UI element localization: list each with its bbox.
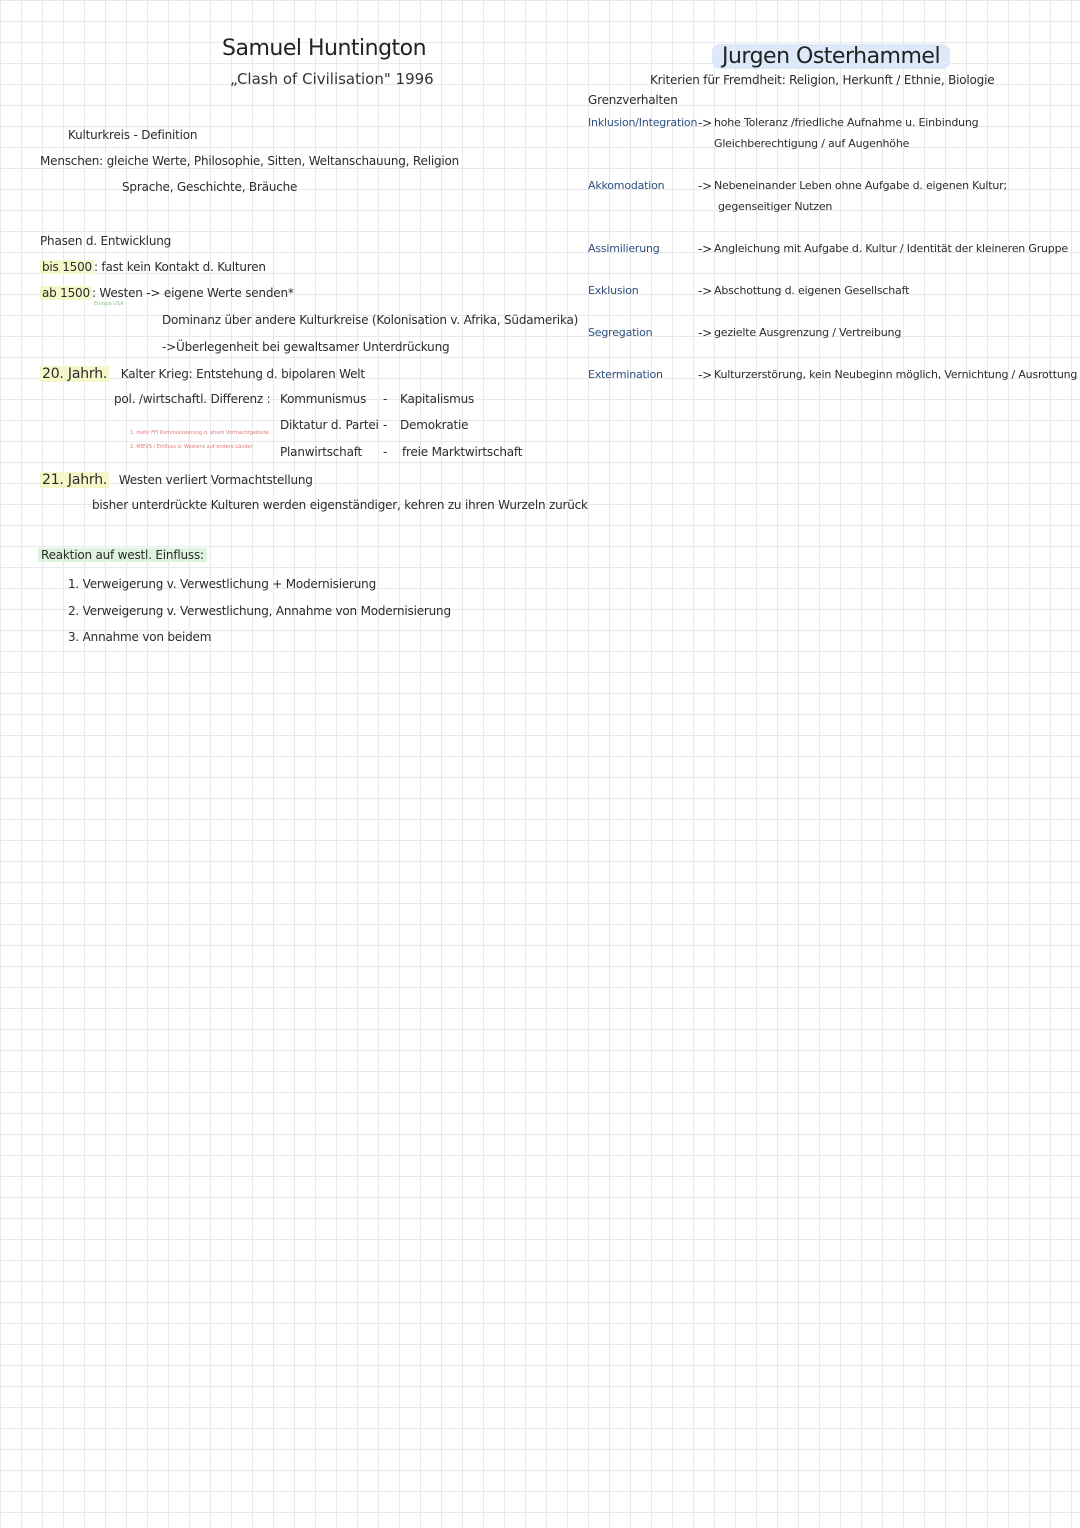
huntington-subtitle: „Clash of Civilisation" 1996 (230, 70, 434, 88)
phase-21-jh-line-2: bisher unterdrückte Kulturen werden eigenständiger, kehren zu ihren Wurzeln zurück (92, 498, 588, 512)
phase-21-jh (40, 472, 313, 488)
difference-dash-2: - (383, 445, 388, 459)
behavior-term-inklusion: Inklusion/Integration (588, 116, 698, 129)
phase-bis-1500 (40, 260, 266, 274)
behavior-desc-exklusion: Abschottung d. eigenen Gesellschaft (714, 284, 910, 297)
phase-ab-1500-text: : Westen -> eigene Werte senden* (91, 286, 294, 300)
difference-left-2: Planwirtschaft (280, 445, 363, 459)
reaction-item-2: 2. Verweigerung v. Verwestlichung, Annahme von Modernisierung (68, 604, 451, 618)
behavior-arrow-inklusion: -> (698, 116, 712, 130)
reaction-item-1: 1. Verweigerung v. Verwestlichung + Modernisierung (68, 577, 376, 591)
difference-dash-0: - (383, 392, 388, 406)
behavior-desc-akkomodation-1: Nebeneinander Leben ohne Aufgabe d. eigenen Kultur; (714, 179, 1007, 192)
behavior-desc-akkomodation-2: gegenseitiger Nutzen (718, 200, 833, 213)
difference-right-0: Kapitalismus (400, 392, 475, 406)
huntington-title: Samuel Huntington (222, 36, 427, 61)
definition-line-1: Menschen: gleiche Werte, Philosophie, Sitten, Weltanschauung, Religion (40, 154, 460, 168)
behavior-arrow-extermination: -> (698, 368, 712, 382)
behavior-desc-inklusion-2: Gleichberechtigung / auf Augenhöhe (714, 137, 910, 150)
ab-1500-line-2: Dominanz über andere Kulturkreise (Kolonisation v. Afrika, Südamerika) (162, 313, 579, 327)
osterhammel-title (712, 44, 950, 69)
margin-note-2: 2. MIEVS / Einfluss d. Westens auf andere Länder (130, 444, 253, 450)
behavior-arrow-exklusion: -> (698, 284, 712, 298)
behavior-term-akkomodation: Akkomodation (588, 179, 665, 192)
behavior-desc-inklusion-1: hohe Toleranz /friedliche Aufnahme u. Einbindung (714, 116, 979, 129)
difference-left-0: Kommunismus (280, 392, 367, 406)
difference-right-1: Demokratie (400, 418, 469, 432)
phase-bis-1500-text: : fast kein Kontakt d. Kulturen (93, 260, 266, 274)
difference-right-2: freie Marktwirtschaft (402, 445, 523, 459)
phase-20-jh-text: Kalter Krieg: Entstehung d. bipolaren Welt (120, 367, 365, 381)
behavior-term-exklusion: Exklusion (588, 284, 639, 297)
phase-bis-1500-label: bis 1500 (42, 260, 92, 274)
phase-21-jh-text: Westen verliert Vormachtstellung (118, 473, 313, 487)
behavior-desc-extermination: Kulturzerstörung, kein Neubeginn möglich, Vernichtung / Ausrottung (714, 368, 1078, 381)
behavior-arrow-assimilierung: -> (698, 242, 712, 256)
behavior-arrow-akkomodation: -> (698, 179, 712, 193)
reaction-heading (38, 548, 207, 562)
phase-ab-1500-label: ab 1500 (42, 286, 90, 300)
phase-21-jh-label: 21. Jahrh. (42, 472, 108, 488)
behavior-term-extermination: Extermination (588, 368, 663, 381)
phases-heading: Phasen d. Entwicklung (40, 234, 172, 248)
grenzverhalten-heading: Grenzverhalten (588, 93, 678, 107)
behavior-arrow-segregation: -> (698, 326, 712, 340)
ab-1500-line-3: ->Überlegenheit bei gewaltsamer Unterdrückung (162, 340, 450, 354)
reaction-heading-label: Reaktion auf westl. Einfluss: (38, 548, 207, 562)
phase-20-jh (40, 366, 365, 382)
behavior-term-assimilierung: Assimilierung (588, 242, 660, 255)
difference-left-1: Diktatur d. Partei (280, 418, 379, 432)
phase-20-jh-label: 20. Jahrh. (42, 366, 108, 382)
behavior-desc-segregation: gezielte Ausgrenzung / Vertreibung (714, 326, 902, 339)
ab-1500-margin-note: Europa USA (94, 301, 124, 307)
behavior-term-segregation: Segregation (588, 326, 653, 339)
osterhammel-title-label: Jurgen Osterhammel (712, 44, 950, 69)
difference-dash-1: - (383, 418, 388, 432)
definition-line-2: Sprache, Geschichte, Bräuche (122, 180, 298, 194)
reaction-item-3: 3. Annahme von beidem (68, 630, 212, 644)
phase-ab-1500 (40, 286, 294, 300)
differenz-label: pol. /wirtschaftl. Differenz : (114, 392, 271, 406)
behavior-desc-assimilierung: Angleichung mit Aufgabe d. Kultur / Identität der kleineren Gruppe (714, 242, 1068, 255)
margin-note-1: 1. mehr FFI Kommunisierung d. ehem Vormachtgebiete (130, 430, 269, 436)
osterhammel-criteria: Kriterien für Fremdheit: Religion, Herkunft / Ethnie, Biologie (650, 73, 995, 87)
definition-heading: Kulturkreis - Definition (68, 128, 198, 142)
